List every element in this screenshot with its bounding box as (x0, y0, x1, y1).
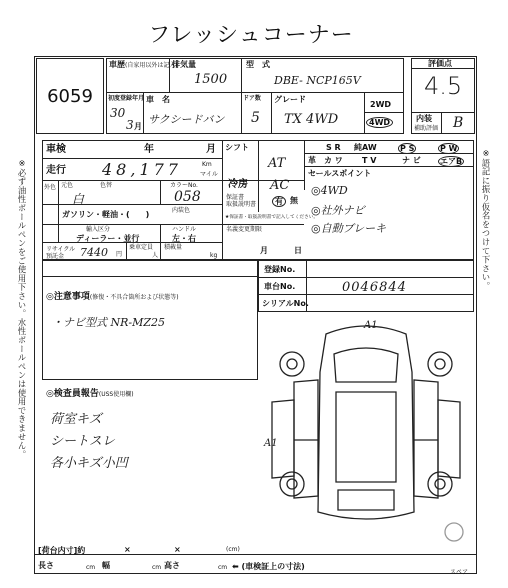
car-name-label: 車 名 (146, 95, 170, 104)
handle-label: ハンドル (172, 226, 197, 233)
reg-no-label: 登録No. (264, 265, 296, 274)
length-label: 長さ (38, 561, 54, 570)
length-unit: cm (86, 564, 96, 571)
name-change-label: 名義変更期限 (226, 226, 263, 233)
equip-leather: 革 (308, 156, 316, 165)
notes-content: ・ナビ型式 NR-MZ25 (52, 316, 166, 329)
name-change-month: 月 (260, 246, 268, 255)
ac-value: AC (270, 178, 290, 193)
shift-value: AT (268, 156, 286, 171)
recycle-label: リサイクル預託金 (46, 246, 76, 260)
name-change-day: 日 (294, 246, 302, 255)
chassis-value: 0046844 (342, 280, 407, 295)
serial-label: シリアルNo. (262, 299, 309, 308)
spare-label: スペア (450, 569, 469, 576)
times-1: × (124, 545, 131, 554)
equip-airbag: エアB (440, 157, 463, 166)
score-label: 評価点 (428, 59, 452, 68)
notes-title: ◎注意事項(修復・不具合箇所および状態等) (46, 292, 179, 302)
recycle-value: 7440 (80, 246, 108, 259)
grade-label: グレード (274, 95, 306, 104)
interior-label: 内装 (416, 114, 432, 123)
chassis-label: 車台No. (264, 282, 296, 291)
history-label: 車歴(自家用以外は記入) (109, 60, 178, 69)
shift-label: シフト (225, 143, 249, 152)
interior-color-label: 内装色 (172, 207, 191, 214)
interior-value: B (453, 115, 464, 131)
first-reg-unit: 月 (134, 122, 142, 131)
cargo-label: [荷台内寸]約 (38, 546, 86, 555)
page-title: フレッシュコーナー (148, 23, 354, 48)
inspection-label: 車検 (46, 144, 66, 155)
model-label: 型 式 (246, 60, 270, 69)
lot-number: 6059 (47, 86, 93, 107)
equip-kawa: カ ワ (324, 156, 343, 165)
sales-point-2: ◎社外ナビ (311, 204, 365, 217)
car-damage-diagram (258, 312, 474, 552)
inspection-month-label: 月 (206, 144, 216, 155)
load-label: 積載量 (164, 244, 183, 251)
equip-navi: ナ ビ (402, 156, 421, 165)
color-no-value: 058 (174, 189, 201, 205)
doors-value: 5 (251, 110, 260, 126)
has-label: 有 (272, 196, 286, 207)
first-reg-year: 30 (110, 106, 126, 120)
mark-front: A1 (364, 320, 378, 331)
original-color-label: 元色 (61, 182, 74, 189)
sales-point-1: ◎4WD (311, 184, 348, 197)
height-unit: cm (218, 564, 228, 571)
none-label: 無 (290, 196, 298, 205)
inspector-line-3: 各小キズ小凹 (50, 456, 128, 471)
right-side-note: ※語記に振り仮名をつけて下さい。 (481, 148, 491, 291)
displacement-label: 排気量 (172, 60, 196, 69)
load-unit: kg (210, 252, 218, 259)
interior-sub: 補助評価 (414, 125, 439, 132)
capacity-label: 乗車定員 (129, 244, 154, 251)
mileage-value: 48,177 (102, 160, 182, 179)
left-side-note: ※必ず油性ボールペンをご使用下さい。水性ボールペンは使用できません。 (17, 158, 27, 459)
capacity-unit: 人 (152, 252, 159, 259)
warranty-note: ★保証書・取扱説明書で記入してください。 (225, 214, 319, 220)
mile-label: マイル (200, 171, 218, 178)
auction-sheet (6, 8, 496, 580)
cm-label: (cm) (226, 546, 240, 553)
times-2: × (174, 545, 181, 554)
width-label: 幅 (102, 561, 110, 570)
original-color-value: 白 (72, 192, 85, 206)
grade-value: TX 4WD (284, 112, 339, 127)
car-name-value: サクシードバン (148, 113, 225, 126)
inspection-year-label: 年 (144, 144, 154, 155)
size-note: ⬅ (車検証上の寸法) (232, 562, 305, 571)
equip-tv: T V (362, 156, 377, 165)
drive-4wd-label: 4WD (366, 117, 393, 128)
color-no-label: カラーNo. (170, 182, 198, 189)
manual-label: 取扱説明書 (226, 201, 257, 208)
doors-label: ドア数 (243, 95, 261, 102)
model-value: DBE- NCP165V (274, 74, 361, 87)
first-reg-label: 初度登録年月 (108, 95, 145, 102)
sales-point-3: ◎自動ブレーキ (311, 222, 387, 235)
height-label: 高さ (164, 561, 180, 570)
mark-side: A1 (264, 438, 278, 449)
exterior-label: 外色 (44, 184, 57, 191)
width-unit: cm (152, 564, 162, 571)
import-label: 輸入区分 (86, 226, 111, 233)
recycle-unit: 円 (116, 251, 123, 258)
handle-value: 左・右 (172, 234, 196, 243)
displacement-value: 1500 (194, 72, 228, 87)
color-change-label: 色替 (100, 182, 113, 189)
equip-ps: P S (400, 144, 415, 153)
drive-2wd-label: 2WD (370, 100, 392, 109)
first-reg-month: 3 (126, 118, 134, 132)
inspector-line-2: シートスレ (50, 434, 115, 449)
inspector-line-1: 荷室キズ (50, 412, 102, 427)
recycle-ticket-label: 保証書 (226, 194, 245, 201)
equip-pw: P W (440, 144, 458, 153)
km-label: Km (202, 161, 212, 168)
fuel-label: ガソリン・軽油・( ) (62, 210, 150, 219)
score-value: 4.5 (424, 72, 463, 100)
equip-sr: S R (326, 143, 341, 152)
equip-aw: 純AW (354, 143, 377, 152)
dealer-label: ディーラー・並行 (76, 234, 140, 243)
sales-label: セールスポイント (308, 169, 372, 178)
inspector-title: ◎検査員報告(USS使用欄) (46, 389, 134, 399)
mileage-label: 走行 (46, 165, 66, 176)
ac-label: 冷房 (228, 179, 248, 190)
